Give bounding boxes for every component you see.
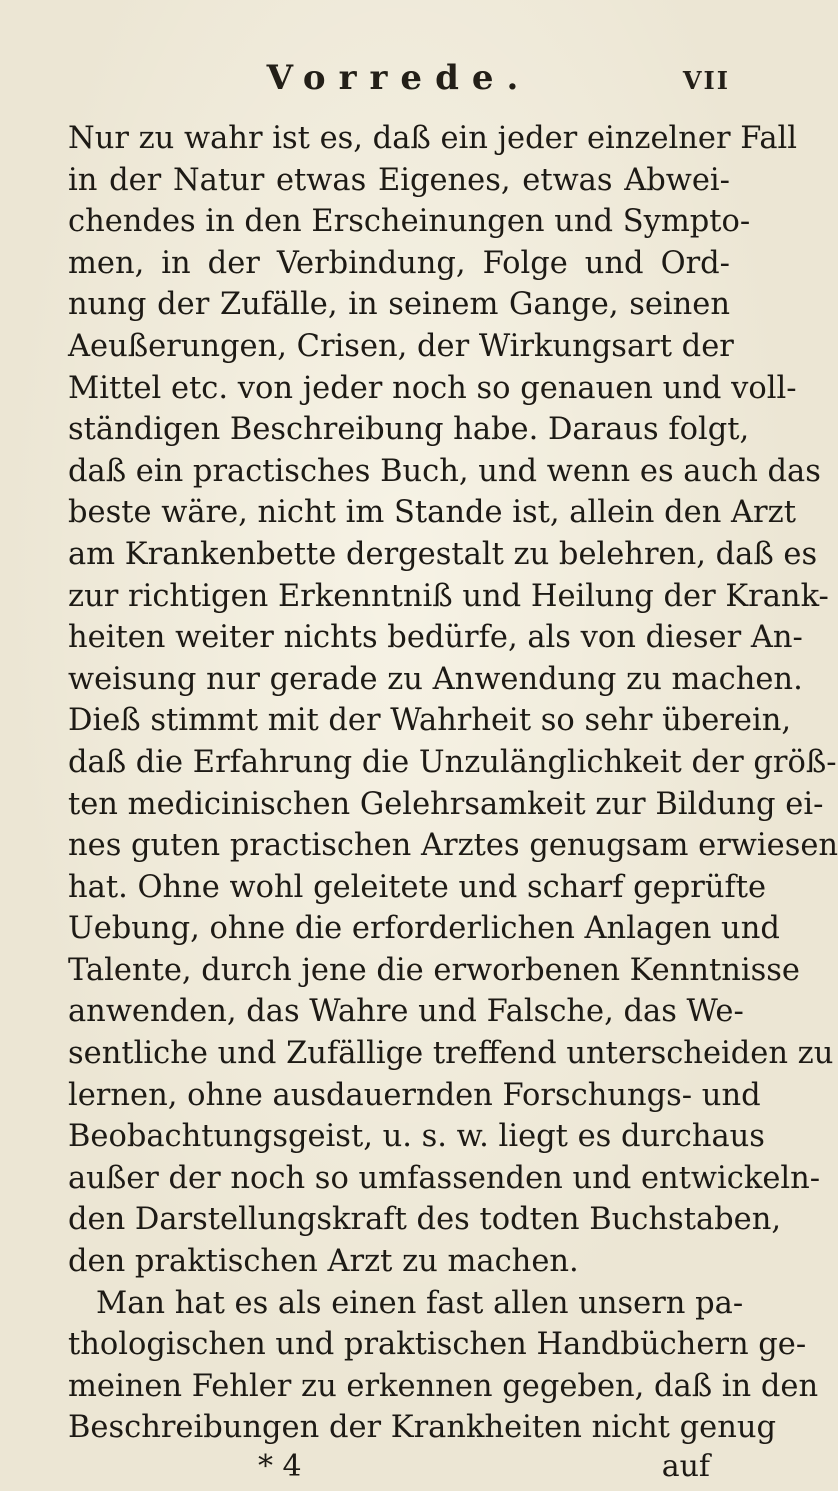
text-line: beste wäre, nicht im Stande ist, allein den Arzt (68, 495, 796, 531)
text-line: nes guten practischen Arztes genugsam erwiesen (68, 828, 838, 864)
text-line: ständigen Beschreibung habe. Daraus folgt, (68, 412, 750, 448)
text-line: daß ein practisches Buch, und wenn es auch das (68, 453, 821, 489)
text-line: außer der noch so umfassenden und entwickeln- (68, 1160, 821, 1196)
text-line: Man hat es als einen fast allen unsern pa- (96, 1285, 744, 1321)
text-line: heiten weiter nichts bedürfe, als von dieser An- (68, 620, 803, 656)
text-line: Nur zu wahr ist es, daß ein jeder einzelner Fall (68, 121, 798, 156)
text-line: chendes in den Erscheinungen und Sympto- (68, 204, 751, 240)
catchword: auf (661, 1449, 710, 1484)
signature-mark: * 4 (258, 1449, 302, 1484)
body-text (68, 118, 838, 1449)
text-line: ten medicinischen Gelehrsamkeit zur Bildung ei- (68, 786, 824, 822)
text-line: hat. Ohne wohl geleitete und scharf geprüfte (68, 869, 767, 905)
text-line: meinen Fehler zu erkennen gegeben, daß in den (68, 1368, 819, 1404)
text-line: Uebung, ohne die erforderlichen Anlagen und (68, 911, 780, 947)
text-line: in der Natur etwas Eigenes, etwas Abwei- (68, 162, 730, 198)
text-line: Mittel etc. von jeder noch so genauen und voll- (68, 370, 797, 406)
page-footer (68, 1449, 730, 1491)
text-line: Talente, durch jene die erworbenen Kenntnisse (68, 952, 800, 988)
page-title: Vorrede. (266, 58, 532, 98)
text-line: anwenden, das Wahre und Falsche, das We- (68, 994, 744, 1030)
text-line: am Krankenbette dergestalt zu belehren, daß es (68, 536, 818, 572)
text-line: sentliche und Zufällige treffend unterscheiden zu (68, 1036, 834, 1072)
text-line: weisung nur gerade zu Anwendung zu machen. (68, 661, 803, 697)
text-line: zur richtigen Erkenntniß und Heilung der Krank- (68, 578, 829, 614)
text-line: nung der Zufälle, in seinem Gange, seinen (68, 287, 730, 323)
running-head (68, 58, 730, 110)
text-line: den praktischen Arzt zu machen. (68, 1244, 579, 1280)
text-line: Beschreibungen der Krankheiten nicht genug (68, 1410, 777, 1446)
text-line: men, in der Verbindung, Folge und Ord- (68, 245, 730, 281)
text-line: Beobachtungsgeist, u. s. w. liegt es durchaus (68, 1119, 765, 1155)
text-line: lernen, ohne ausdauernden Forschungs- und (68, 1077, 761, 1113)
text-line: daß die Erfahrung die Unzulänglichkeit der größ- (68, 744, 837, 780)
text-line: den Darstellungskraft des todten Buchstaben, (68, 1202, 782, 1238)
text-line: thologischen und praktischen Handbüchern ge- (68, 1327, 807, 1363)
text-line: Dieß stimmt mit der Wahrheit so sehr überein, (68, 703, 792, 739)
text-line: Aeußerungen, Crisen, der Wirkungsart der (68, 328, 734, 364)
page-number: VII (682, 66, 730, 95)
